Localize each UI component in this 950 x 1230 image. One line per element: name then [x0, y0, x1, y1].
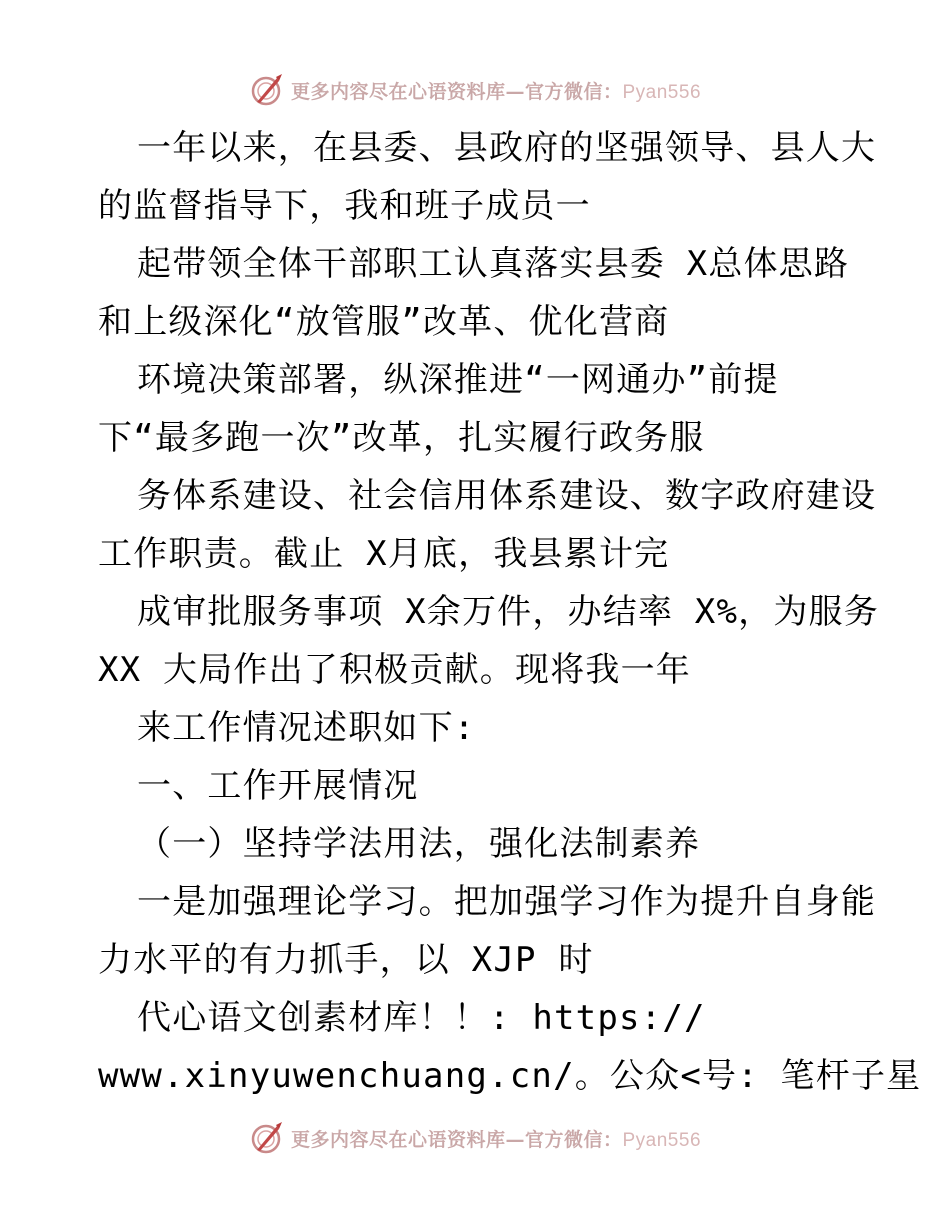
banner-id-text: Pyan556	[622, 81, 702, 103]
text-line: 一是加强理论学习。把加强学习作为提升自身能	[137, 882, 877, 922]
banner-dash: —	[505, 80, 525, 103]
text-line: 一年以来，在县委、县政府的坚强领导、县人大	[137, 128, 877, 168]
section-heading: 一、工作开展情况	[137, 766, 419, 806]
text-line: 来工作情况述职如下:	[137, 708, 476, 748]
text-line: XX 大局作出了积极贡献。现将我一年	[98, 650, 692, 690]
footer-banner-content	[249, 1120, 701, 1156]
text-line: 下“最多跑一次”改革，扎实履行政务服	[98, 418, 705, 458]
text-line: 环境决策部署，纵深推进“一网通办”前提	[137, 360, 779, 400]
banner-contact-text: 官方微信：	[524, 1128, 623, 1151]
banner-id-text: Pyan556	[622, 1129, 702, 1151]
text-line: 成审批服务事项 X余万件，办结率 X%，为服务	[137, 592, 879, 632]
text-line: 力水平的有力抓手，以 XJP 时	[98, 940, 594, 980]
text-line: 起带领全体干部职工认真落实县委 X总体思路	[137, 244, 850, 284]
header-banner-text	[291, 77, 701, 104]
text-line: 和上级深化“放管服”改革、优化营商	[98, 302, 670, 342]
banner-main-text: 更多内容尽在心语资料库	[290, 1128, 506, 1151]
quill-logo-icon	[249, 1120, 285, 1156]
quill-logo-icon	[249, 72, 285, 108]
header-banner-content	[249, 72, 701, 108]
text-line: 工作职责。截止 X月底，我县累计完	[98, 534, 670, 574]
footer-banner-text	[291, 1125, 701, 1152]
text-line: 务体系建设、社会信用体系建设、数字政府建设	[137, 476, 877, 516]
text-line: 代心语文创素材库！！: https://	[137, 998, 706, 1038]
header-banner	[0, 70, 950, 110]
subsection-heading: （一）坚持学法用法，强化法制素养	[137, 824, 701, 864]
footer-banner	[0, 1118, 950, 1158]
banner-main-text: 更多内容尽在心语资料库	[290, 80, 506, 103]
banner-contact-text: 官方微信：	[524, 80, 623, 103]
text-line: www.xinyuwenchuang.cn/。公众<号: 笔杆子星	[98, 1056, 922, 1096]
text-line: 的监督指导下，我和班子成员一	[98, 186, 591, 226]
banner-dash: —	[505, 1128, 525, 1151]
